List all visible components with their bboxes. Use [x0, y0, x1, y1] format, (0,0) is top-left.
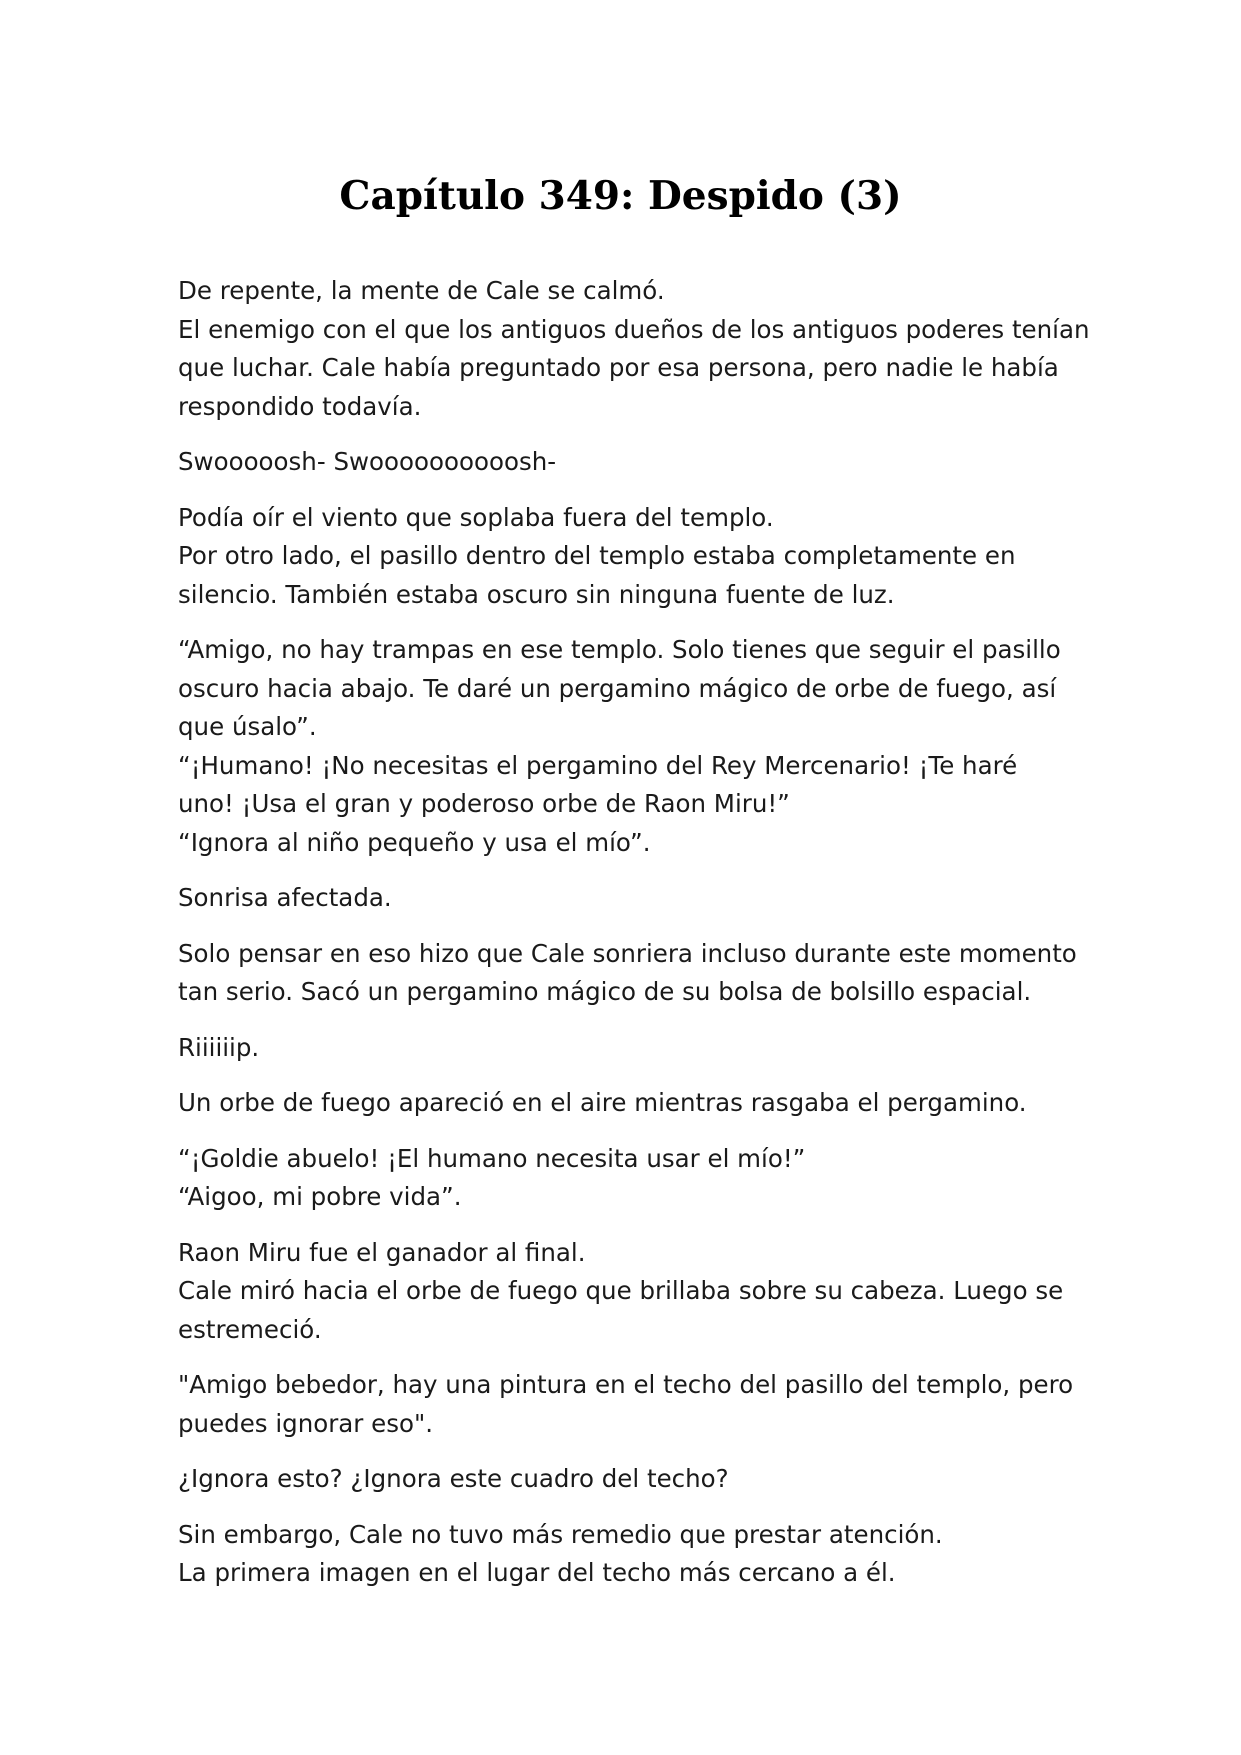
paragraph — [178, 1460, 1078, 1499]
text-line: Riiiiiip. — [178, 1032, 260, 1062]
paragraph — [178, 272, 1090, 426]
text-line: "Amigo bebedor, hay una pintura en el techo del pasillo del templo, pero — [178, 1370, 1074, 1399]
paragraph — [178, 443, 1078, 482]
text-line: Solo pensar en eso hizo que Cale sonriera incluso durante este momento — [178, 938, 1077, 968]
text-line: tan serio. Sacó un pergamino mágico de su bolsa de bolsillo espacial. — [178, 977, 1032, 1006]
text-line: La primera imagen en el lugar del techo más cercano a él. — [178, 1558, 896, 1587]
text-line: Swooooosh- Swoooooooooosh- — [178, 447, 557, 476]
paragraph — [178, 1366, 1078, 1443]
text-line: Cale miró hacia el orbe de fuego que brillaba sobre su cabeza. Luego se — [178, 1276, 1064, 1305]
text-line: “Aigoo, mi pobre vida”. — [178, 1182, 462, 1211]
text-line: “¡Goldie abuelo! ¡El humano necesita usar el mío!” — [178, 1143, 806, 1173]
text-line: Un orbe de fuego apareció en el aire mientras rasgaba el pergamino. — [178, 1088, 1027, 1117]
text-line: puedes ignorar eso". — [178, 1408, 434, 1438]
text-line: Raon Miru fue el ganador al final. — [178, 1237, 586, 1267]
text-line: De repente, la mente de Cale se calmó. — [178, 276, 665, 305]
paragraph — [178, 1084, 1078, 1123]
text-line: estremeció. — [178, 1314, 322, 1344]
paragraph — [178, 631, 1078, 862]
text-line: silencio. También estaba oscuro sin ninguna fuente de luz. — [178, 579, 895, 609]
paragraph — [178, 935, 1078, 1012]
text-line: Podía oír el viento que soplaba fuera del templo. — [178, 502, 774, 532]
text-line: que úsalo”. — [178, 712, 317, 741]
text-line: oscuro hacia abajo. Te daré un pergamino mágico de orbe de fuego, así — [178, 673, 1057, 703]
chapter-title: Capítulo 349: Despido (3) — [339, 173, 902, 219]
text-line: ¿Ignora esto? ¿Ignora este cuadro del techo? — [178, 1464, 729, 1493]
text-line: respondido todavía. — [178, 391, 422, 421]
text-line: que luchar. Cale había preguntado por esa persona, pero nadie le había — [178, 353, 1059, 382]
text-line: El enemigo con el que los antiguos dueños de los antiguos poderes tenían — [178, 314, 1090, 344]
paragraph — [178, 1140, 1078, 1217]
chapter-body — [178, 272, 1090, 1610]
text-line: Por otro lado, el pasillo dentro del templo estaba completamente en — [178, 541, 1016, 570]
paragraph — [178, 879, 1078, 918]
paragraph — [178, 1234, 1078, 1350]
text-line: Sin embargo, Cale no tuvo más remedio que prestar atención. — [178, 1519, 943, 1549]
text-line: Sonrisa afectada. — [178, 883, 392, 912]
text-line: “Amigo, no hay trampas en ese templo. Solo tienes que seguir el pasillo — [178, 635, 1061, 664]
paragraph — [178, 1516, 1078, 1593]
text-line: “Ignora al niño pequeño y usa el mío”. — [178, 827, 651, 857]
paragraph — [178, 499, 1078, 615]
text-line: “¡Humano! ¡No necesitas el pergamino del Rey Mercenario! ¡Te haré — [178, 750, 1018, 780]
paragraph — [178, 1029, 1078, 1068]
text-line: uno! ¡Usa el gran y poderoso orbe de Raon Miru!” — [178, 789, 790, 818]
